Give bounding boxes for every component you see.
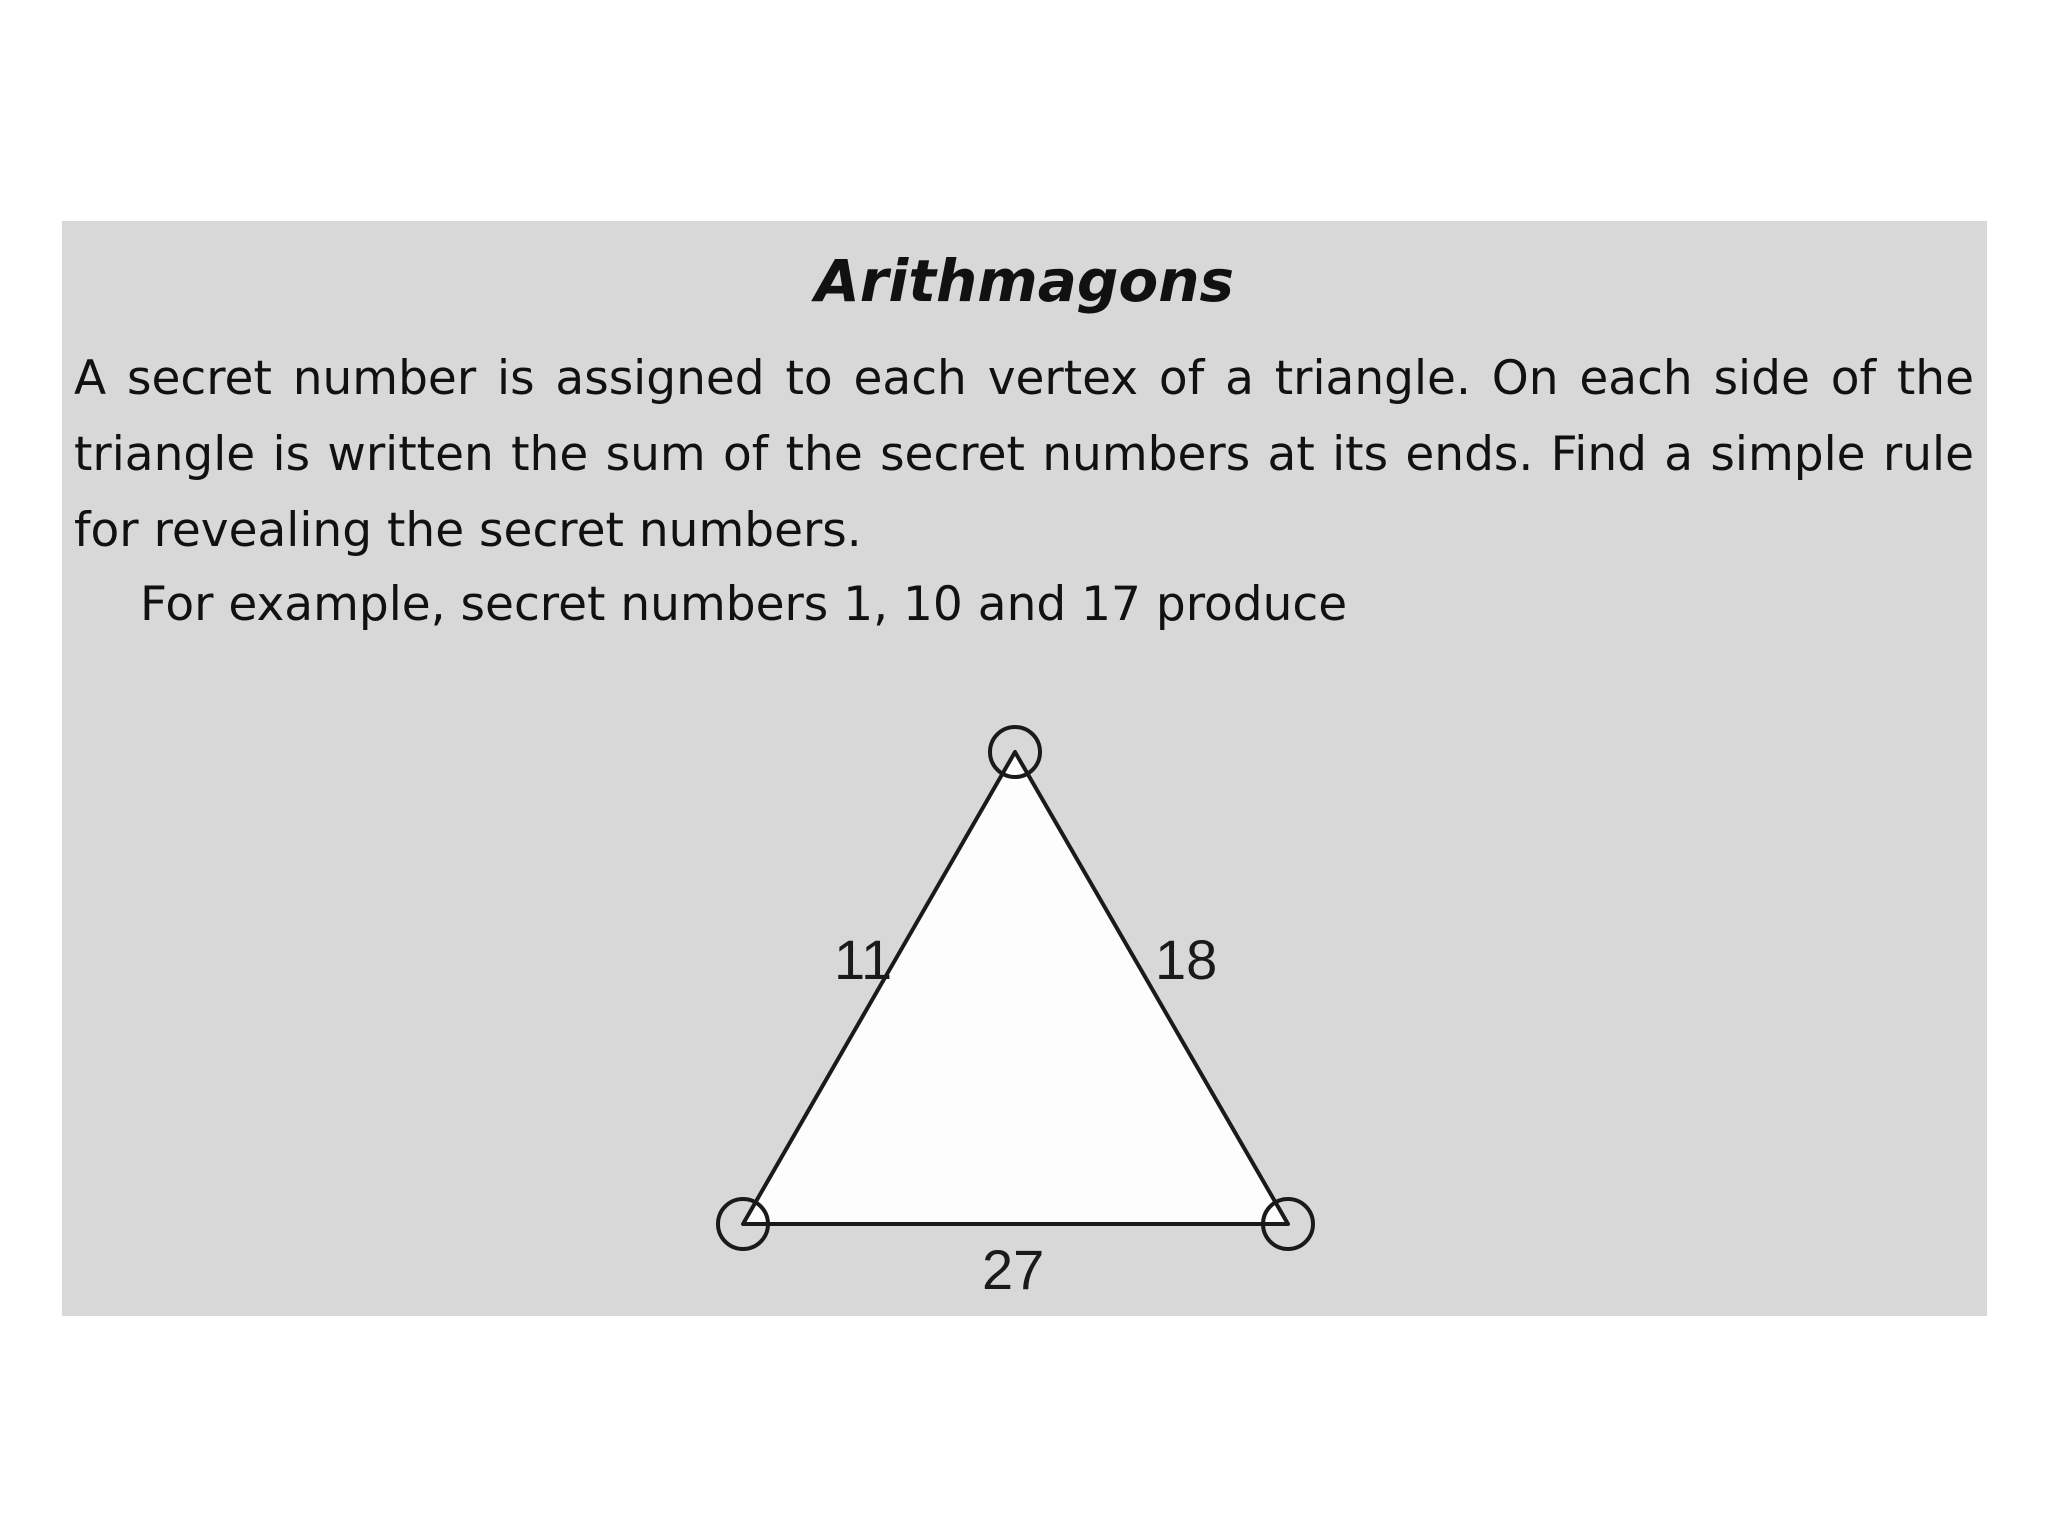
arithmagon-diagram: [62, 221, 1987, 1316]
right-edge-label: 18: [1155, 928, 1218, 991]
left-edge-label: 11: [834, 928, 893, 991]
problem-box: [62, 221, 1987, 1316]
example-sentence: For example, secret numbers 1, 10 and 17 produce: [140, 577, 1348, 632]
problem-title: Arithmagons: [814, 247, 1235, 315]
problem-description: A secret number is assigned to each vertex of a triangle. On each side of the triangle is written the sum of the secret numbers at its ends. Find a simple rule for revealing the secret numbers.: [74, 351, 1974, 558]
bottom-edge-label: 27: [982, 1238, 1045, 1301]
